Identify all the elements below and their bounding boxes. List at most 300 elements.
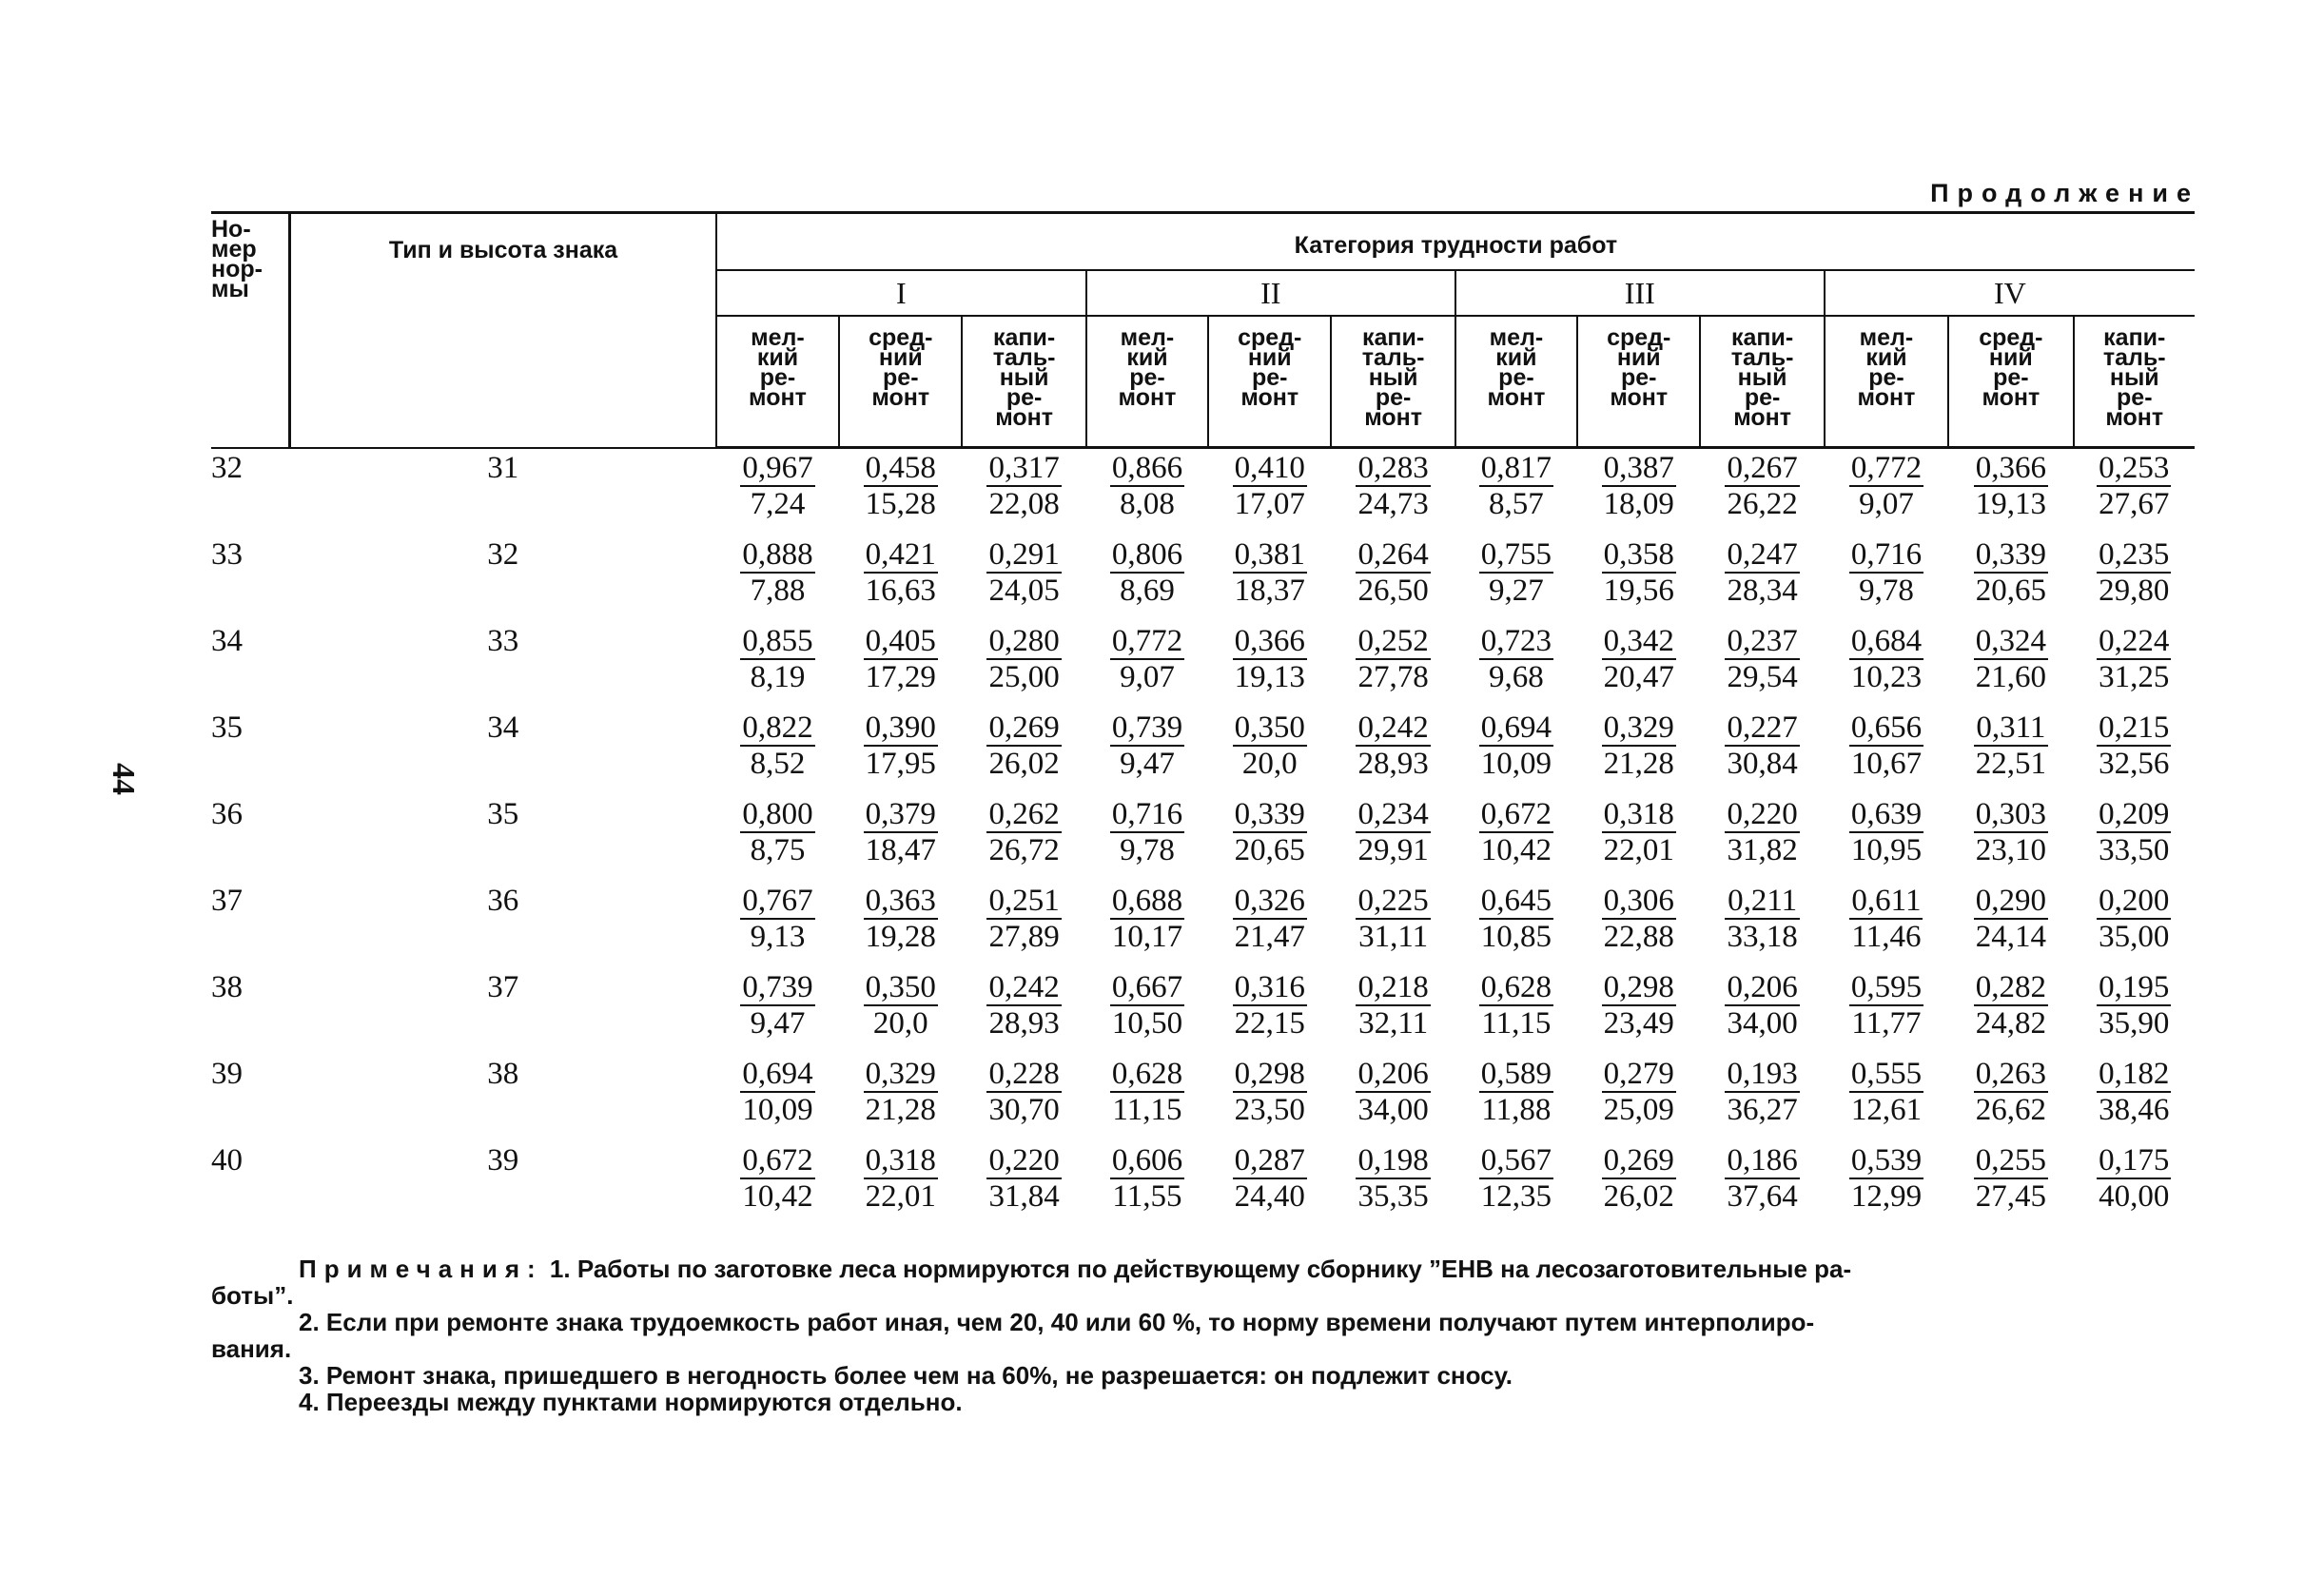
value-cell: [1700, 795, 1824, 882]
fraction: [740, 1143, 814, 1214]
fraction: [1233, 624, 1307, 694]
fraction: [1974, 624, 2048, 694]
fraction-numerator: 0,806: [1111, 537, 1183, 572]
fraction: [864, 970, 938, 1041]
fraction-denominator: 25,09: [1603, 1093, 1674, 1127]
fraction-numerator: 0,366: [1975, 451, 2046, 485]
value-cell: [1948, 709, 2073, 795]
fraction: [986, 624, 1061, 694]
value-cell: [1700, 1141, 1824, 1228]
fraction-denominator: 32,11: [1358, 1006, 1429, 1041]
fraction-numerator: 0,326: [1234, 884, 1305, 918]
fraction-denominator: 9,68: [1489, 660, 1544, 694]
fraction: [1110, 451, 1184, 521]
fraction-denominator: 26,02: [988, 747, 1060, 781]
value-cell: [2074, 795, 2195, 882]
fraction: [2097, 884, 2171, 954]
fraction: [2097, 1143, 2171, 1214]
type-height-cell: 38: [487, 1057, 519, 1091]
fraction-denominator: 26,72: [988, 833, 1060, 867]
fraction-numerator: 0,329: [865, 1057, 936, 1091]
fraction-numerator: 0,298: [1234, 1057, 1305, 1091]
value-cell: [716, 1055, 839, 1141]
norms-table: [211, 211, 2195, 1228]
value-cell: [962, 1055, 1085, 1141]
value-cell: [1331, 795, 1455, 882]
value-cell: [962, 535, 1085, 622]
fraction-numerator: 0,694: [742, 1057, 813, 1091]
note-1-text: 1. Работы по заготовке леса нормируются по действующему сборнику ”ЕНВ на лесозаготовительные ра-: [549, 1255, 1852, 1283]
value-cell: [1208, 448, 1331, 536]
fraction-denominator: 16,63: [865, 574, 936, 608]
value-cell: [839, 795, 962, 882]
value-cell: [1331, 709, 1455, 795]
fraction-numerator: 0,220: [988, 1143, 1060, 1178]
fraction: [1725, 624, 1799, 694]
value-cell: [1825, 1055, 1948, 1141]
fraction-denominator: 23,49: [1603, 1006, 1674, 1041]
value-cell: [1577, 1055, 1700, 1141]
fraction-numerator: 0,967: [742, 451, 813, 485]
fraction: [2097, 537, 2171, 608]
fraction-numerator: 0,303: [1975, 797, 2046, 831]
fraction-denominator: 26,22: [1727, 487, 1798, 521]
fraction-denominator: 22,15: [1234, 1006, 1305, 1041]
fraction-denominator: 24,40: [1234, 1179, 1305, 1214]
notes-section: [211, 1255, 2195, 1415]
fraction: [1110, 797, 1184, 867]
fraction-denominator: 31,11: [1358, 920, 1429, 954]
fraction-denominator: 26,02: [1603, 1179, 1674, 1214]
type-height-cell: 33: [487, 624, 519, 658]
fraction: [1356, 451, 1430, 521]
value-cell: [1700, 882, 1824, 968]
fraction-numerator: 0,209: [2099, 797, 2170, 831]
fraction: [1974, 1143, 2048, 1214]
fraction-numerator: 0,350: [865, 970, 936, 1004]
fraction: [1602, 970, 1676, 1041]
value-cell: [1948, 1055, 2073, 1141]
header-repair-type: мел- кий ре- монт: [1086, 316, 1208, 448]
fraction-denominator: 24,73: [1357, 487, 1429, 521]
fraction-numerator: 0,306: [1603, 884, 1674, 918]
fraction: [1602, 710, 1676, 781]
fraction-numerator: 0,193: [1727, 1057, 1798, 1091]
value-cell: [1331, 968, 1455, 1055]
norm-number-cell: 35: [211, 710, 243, 745]
note-2: 2. Если при ремонте знака трудоемкость работ иная, чем 20, 40 или 60 %, то норму времени получают путем интерполиро-: [299, 1308, 1815, 1336]
fraction: [986, 710, 1061, 781]
value-cell: [716, 795, 839, 882]
value-cell: [1086, 448, 1208, 536]
fraction-numerator: 0,656: [1850, 710, 1923, 745]
fraction-denominator: 10,85: [1480, 920, 1552, 954]
fraction-numerator: 0,866: [1111, 451, 1183, 485]
fraction: [740, 970, 814, 1041]
fraction-denominator: 9,78: [1859, 574, 1914, 608]
fraction: [1110, 1057, 1184, 1127]
fraction-numerator: 0,182: [2099, 1057, 2170, 1091]
fraction-denominator: 32,56: [2099, 747, 2170, 781]
value-cell: [2074, 709, 2195, 795]
table-row: [211, 709, 2195, 795]
fraction-numerator: 0,255: [1975, 1143, 2046, 1178]
fraction-denominator: 31,25: [2099, 660, 2170, 694]
value-cell: [1700, 622, 1824, 709]
fraction-denominator: 10,67: [1850, 747, 1923, 781]
fraction: [1849, 537, 1923, 608]
fraction-numerator: 0,628: [1111, 1057, 1183, 1091]
fraction-numerator: 0,290: [1975, 884, 2046, 918]
fraction: [1602, 1057, 1676, 1127]
fraction: [1602, 884, 1676, 954]
fraction-denominator: 7,88: [750, 574, 806, 608]
table-row: [211, 1141, 2195, 1228]
fraction-numerator: 0,589: [1480, 1057, 1552, 1091]
fraction: [1849, 1057, 1923, 1127]
fraction: [1356, 624, 1430, 694]
fraction: [1479, 970, 1553, 1041]
fraction: [1974, 1057, 2048, 1127]
fraction-denominator: 31,82: [1727, 833, 1798, 867]
fraction: [1110, 710, 1184, 781]
value-cell: [839, 622, 962, 709]
value-cell: [1455, 535, 1577, 622]
fraction: [1974, 451, 2048, 521]
fraction-numerator: 0,772: [1850, 451, 1923, 485]
value-cell: [1086, 1141, 1208, 1228]
fraction: [1233, 1143, 1307, 1214]
fraction-numerator: 0,645: [1480, 884, 1552, 918]
fraction-denominator: 21,28: [1603, 747, 1674, 781]
fraction-denominator: 9,07: [1120, 660, 1175, 694]
fraction-denominator: 20,65: [1975, 574, 2046, 608]
fraction-denominator: 10,23: [1850, 660, 1923, 694]
fraction: [986, 1057, 1061, 1127]
table-row: [211, 882, 2195, 968]
fraction-numerator: 0,410: [1234, 451, 1305, 485]
table-row: [211, 1055, 2195, 1141]
value-cell: [716, 968, 839, 1055]
fraction: [864, 1143, 938, 1214]
value-cell: [1948, 795, 2073, 882]
fraction: [1110, 624, 1184, 694]
fraction: [2097, 710, 2171, 781]
fraction: [1849, 970, 1923, 1041]
value-cell: [2074, 1141, 2195, 1228]
fraction: [1725, 797, 1799, 867]
header-repair-type: мел- кий ре- монт: [1825, 316, 1948, 448]
fraction-numerator: 0,688: [1111, 884, 1183, 918]
fraction-numerator: 0,772: [1111, 624, 1183, 658]
fraction-numerator: 0,458: [865, 451, 936, 485]
value-cell: [1577, 709, 1700, 795]
type-height-cell: 36: [487, 884, 519, 918]
fraction-numerator: 0,242: [1357, 710, 1429, 745]
fraction: [2097, 797, 2171, 867]
value-cell: [716, 535, 839, 622]
fraction: [1602, 797, 1676, 867]
fraction-denominator: 38,46: [2099, 1093, 2170, 1127]
fraction-numerator: 0,381: [1234, 537, 1305, 572]
norm-number-cell: 32: [211, 450, 243, 485]
value-cell: [1455, 1141, 1577, 1228]
norm-number-cell: 33: [211, 537, 243, 572]
fraction-denominator: 26,62: [1975, 1093, 2046, 1127]
fraction-numerator: 0,339: [1975, 537, 2046, 572]
fraction: [740, 884, 814, 954]
page-number: 44: [106, 763, 141, 795]
fraction: [864, 1057, 938, 1127]
fraction: [1110, 1143, 1184, 1214]
fraction-numerator: 0,280: [988, 624, 1060, 658]
value-cell: [2074, 882, 2195, 968]
fraction-denominator: 19,28: [865, 920, 936, 954]
fraction: [1602, 537, 1676, 608]
fraction-denominator: 31,84: [988, 1179, 1060, 1214]
fraction: [1974, 970, 2048, 1041]
fraction: [2097, 624, 2171, 694]
value-cell: [1700, 448, 1824, 536]
value-cell: [1948, 622, 2073, 709]
fraction-numerator: 0,228: [988, 1057, 1060, 1091]
fraction-numerator: 0,767: [742, 884, 813, 918]
note-3: 3. Ремонт знака, пришедшего в негодность более чем на 60%, не разрешается: он подлежит сносу.: [299, 1361, 1513, 1390]
fraction-numerator: 0,206: [1727, 970, 1798, 1004]
fraction-denominator: 30,84: [1727, 747, 1798, 781]
fraction-numerator: 0,215: [2099, 710, 2170, 745]
fraction-denominator: 24,05: [988, 574, 1060, 608]
value-cell: [1948, 1141, 2073, 1228]
fraction-numerator: 0,716: [1111, 797, 1183, 831]
fraction-numerator: 0,739: [742, 970, 813, 1004]
continuation-label: Продолжение: [1930, 179, 2199, 207]
fraction-denominator: 19,13: [1975, 487, 2046, 521]
value-cell: [1208, 535, 1331, 622]
value-cell: [1948, 535, 2073, 622]
fraction-numerator: 0,358: [1603, 537, 1674, 572]
header-repair-type: сред- ний ре- монт: [839, 316, 962, 448]
fraction: [2097, 1057, 2171, 1127]
fraction: [740, 710, 814, 781]
value-cell: [839, 1141, 962, 1228]
fraction-denominator: 36,27: [1727, 1093, 1798, 1127]
fraction-numerator: 0,611: [1851, 884, 1922, 918]
table-row: [211, 448, 2195, 536]
type-height-cell: 35: [487, 797, 519, 831]
fraction: [1602, 624, 1676, 694]
value-cell: [1948, 968, 2073, 1055]
header-norm-number: Но- мер нор- мы: [211, 213, 290, 448]
value-cell: [1208, 882, 1331, 968]
fraction: [1479, 1057, 1553, 1127]
fraction: [1110, 884, 1184, 954]
fraction-denominator: 29,54: [1727, 660, 1798, 694]
fraction: [1479, 537, 1553, 608]
fraction: [864, 451, 938, 521]
fraction: [740, 624, 814, 694]
fraction: [1974, 797, 2048, 867]
fraction-numerator: 0,567: [1480, 1143, 1552, 1178]
fraction-numerator: 0,253: [2099, 451, 2170, 485]
fraction-denominator: 22,88: [1603, 920, 1674, 954]
fraction-denominator: 9,47: [750, 1006, 806, 1041]
fraction-numerator: 0,350: [1234, 710, 1305, 745]
value-cell: [1208, 968, 1331, 1055]
fraction-denominator: 17,95: [865, 747, 936, 781]
fraction: [1849, 451, 1923, 521]
fraction-denominator: 29,91: [1357, 833, 1429, 867]
fraction-numerator: 0,220: [1727, 797, 1798, 831]
fraction-denominator: 11,88: [1481, 1093, 1552, 1127]
fraction-numerator: 0,225: [1357, 884, 1429, 918]
norms-table-wrapper: [211, 211, 2195, 1228]
fraction: [986, 537, 1061, 608]
header-type-height: Тип и высота знака: [290, 213, 716, 448]
fraction-denominator: 10,42: [1480, 833, 1552, 867]
table-row: [211, 795, 2195, 882]
fraction-denominator: 7,24: [750, 487, 806, 521]
fraction-denominator: 21,47: [1234, 920, 1305, 954]
value-cell: [1825, 882, 1948, 968]
fraction-numerator: 0,195: [2099, 970, 2170, 1004]
header-repair-type: сред- ний ре- монт: [1948, 316, 2073, 448]
norm-number-cell: 34: [211, 624, 243, 658]
fraction-denominator: 22,51: [1975, 747, 2046, 781]
norm-number-cell: 40: [211, 1143, 243, 1178]
value-cell: [1086, 882, 1208, 968]
value-cell: [839, 709, 962, 795]
fraction-numerator: 0,291: [988, 537, 1060, 572]
fraction-numerator: 0,264: [1357, 537, 1429, 572]
value-cell: [1086, 795, 1208, 882]
fraction-numerator: 0,251: [988, 884, 1060, 918]
header-repair-type: мел- кий ре- монт: [1455, 316, 1577, 448]
value-cell: [716, 1141, 839, 1228]
value-cell: [1086, 709, 1208, 795]
fraction-denominator: 10,50: [1111, 1006, 1183, 1041]
fraction-denominator: 23,50: [1234, 1093, 1305, 1127]
fraction-numerator: 0,684: [1850, 624, 1923, 658]
fraction-denominator: 27,67: [2099, 487, 2170, 521]
value-cell: [962, 882, 1085, 968]
fraction-denominator: 19,56: [1603, 574, 1674, 608]
fraction: [1479, 624, 1553, 694]
value-cell: [1086, 622, 1208, 709]
value-cell: [1577, 968, 1700, 1055]
fraction-denominator: 27,45: [1975, 1179, 2046, 1214]
fraction-denominator: 24,82: [1975, 1006, 2046, 1041]
fraction-numerator: 0,198: [1357, 1143, 1429, 1178]
value-cell: [1086, 1055, 1208, 1141]
type-height-cell: 37: [487, 970, 519, 1004]
fraction-denominator: 27,89: [988, 920, 1060, 954]
fraction: [1110, 970, 1184, 1041]
fraction: [1233, 970, 1307, 1041]
note-4: 4. Переезды между пунктами нормируются отдельно.: [299, 1388, 963, 1416]
header-category-2: II: [1086, 270, 1455, 316]
fraction-numerator: 0,242: [988, 970, 1060, 1004]
value-cell: [1700, 1055, 1824, 1141]
value-cell: [716, 448, 839, 536]
fraction-denominator: 30,70: [988, 1093, 1060, 1127]
fraction-numerator: 0,247: [1727, 537, 1798, 572]
value-cell: [1700, 535, 1824, 622]
fraction-numerator: 0,282: [1975, 970, 2046, 1004]
fraction-denominator: 33,50: [2099, 833, 2170, 867]
fraction-numerator: 0,252: [1357, 624, 1429, 658]
fraction-denominator: 35,35: [1357, 1179, 1429, 1214]
fraction-denominator: 28,93: [1357, 747, 1429, 781]
fraction: [1602, 1143, 1676, 1214]
fraction-denominator: 26,50: [1357, 574, 1429, 608]
fraction-denominator: 8,75: [750, 833, 806, 867]
fraction-numerator: 0,269: [988, 710, 1060, 745]
fraction-denominator: 20,65: [1234, 833, 1305, 867]
fraction: [986, 451, 1061, 521]
fraction-numerator: 0,716: [1850, 537, 1923, 572]
fraction-denominator: 11,15: [1112, 1093, 1182, 1127]
fraction-denominator: 19,13: [1234, 660, 1305, 694]
fraction: [1849, 797, 1923, 867]
value-cell: [1577, 448, 1700, 536]
fraction-numerator: 0,342: [1603, 624, 1674, 658]
fraction-numerator: 0,363: [865, 884, 936, 918]
value-cell: [1331, 535, 1455, 622]
header-repair-type: сред- ний ре- монт: [1577, 316, 1700, 448]
fraction-numerator: 0,218: [1357, 970, 1429, 1004]
fraction-denominator: 12,99: [1850, 1179, 1923, 1214]
fraction-numerator: 0,555: [1850, 1057, 1923, 1091]
fraction: [740, 797, 814, 867]
header-repair-type: мел- кий ре- монт: [716, 316, 839, 448]
fraction-denominator: 20,0: [1241, 747, 1298, 781]
value-cell: [962, 795, 1085, 882]
fraction: [740, 1057, 814, 1127]
fraction-numerator: 0,595: [1850, 970, 1923, 1004]
fraction-denominator: 28,34: [1727, 574, 1798, 608]
fraction-denominator: 15,28: [865, 487, 936, 521]
notes-label: Примечания:: [299, 1255, 543, 1283]
type-height-cell: 32: [487, 537, 519, 572]
fraction-denominator: 8,19: [750, 660, 806, 694]
fraction: [1479, 884, 1553, 954]
value-cell: [962, 709, 1085, 795]
fraction: [1356, 884, 1430, 954]
fraction-numerator: 0,366: [1234, 624, 1305, 658]
fraction-denominator: 22,01: [1603, 833, 1674, 867]
table-row: [211, 622, 2195, 709]
fraction-numerator: 0,283: [1357, 451, 1429, 485]
value-cell: [839, 1055, 962, 1141]
fraction-denominator: 9,07: [1859, 487, 1914, 521]
fraction-denominator: 9,78: [1120, 833, 1175, 867]
fraction: [1233, 710, 1307, 781]
fraction: [740, 537, 814, 608]
value-cell: [839, 535, 962, 622]
fraction-numerator: 0,855: [742, 624, 813, 658]
fraction-denominator: 40,00: [2099, 1179, 2170, 1214]
fraction-denominator: 11,15: [1481, 1006, 1552, 1041]
value-cell: [1455, 622, 1577, 709]
fraction: [1849, 1143, 1923, 1214]
value-cell: [1825, 709, 1948, 795]
header-repair-type: сред- ний ре- монт: [1208, 316, 1331, 448]
fraction-denominator: 22,08: [988, 487, 1060, 521]
fraction-denominator: 21,60: [1975, 660, 2046, 694]
fraction-denominator: 11,46: [1851, 920, 1922, 954]
value-cell: [839, 448, 962, 536]
